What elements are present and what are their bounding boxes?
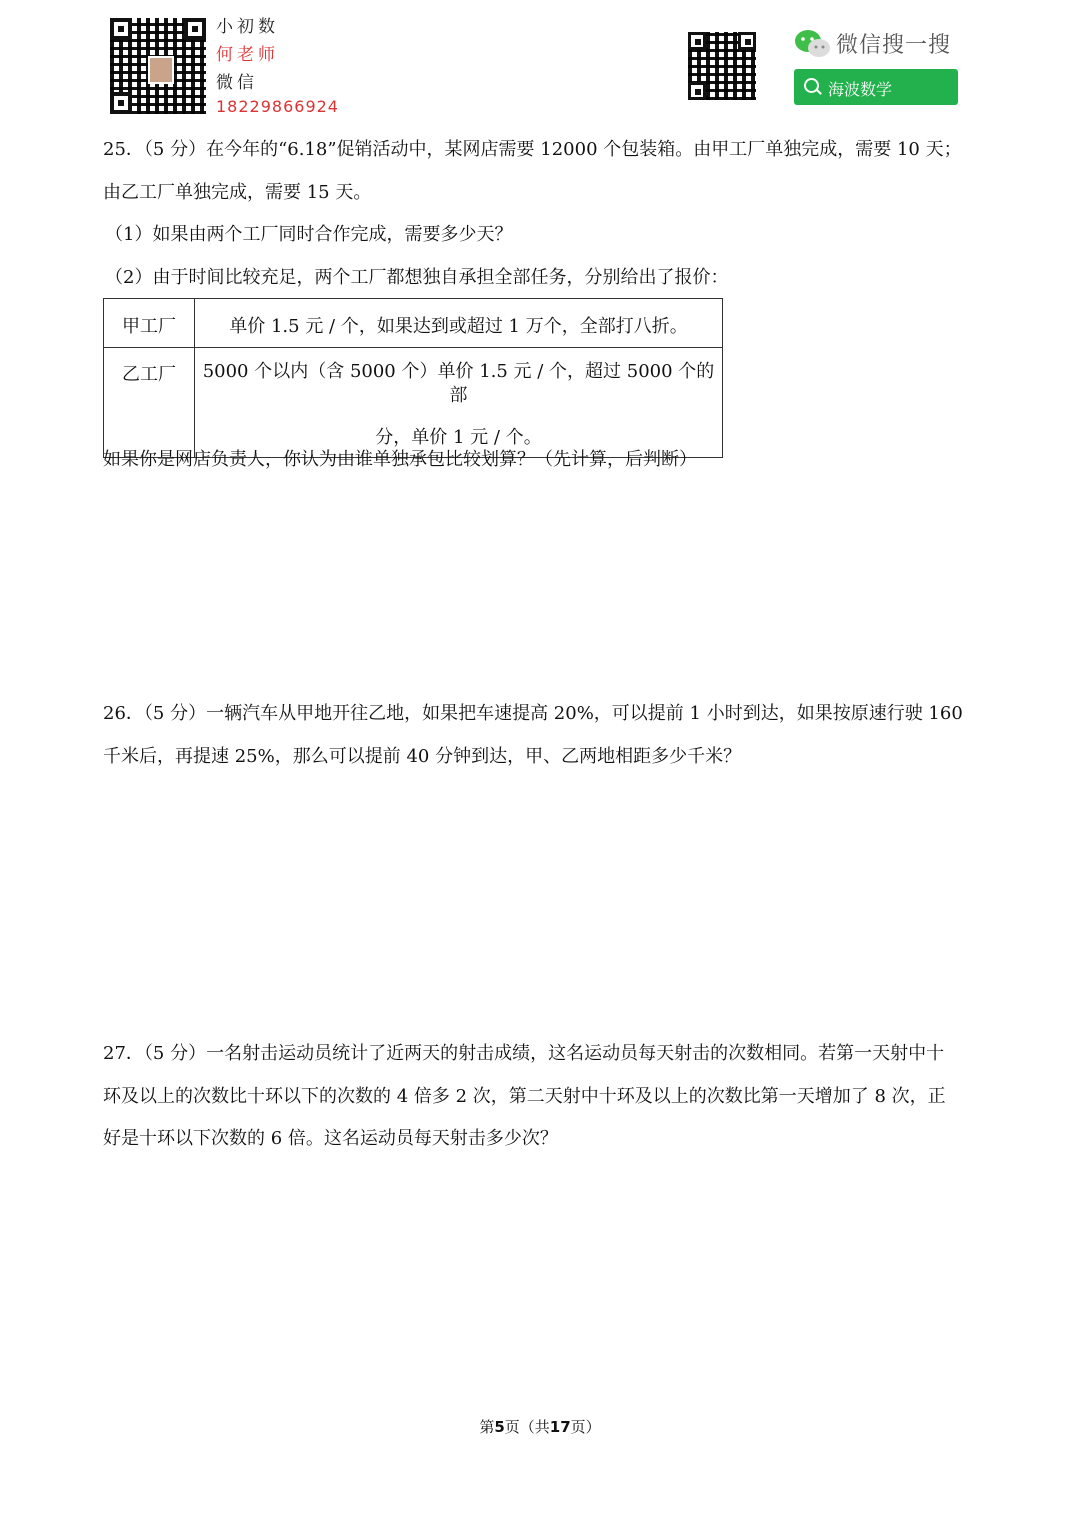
quote-text: 单价 1.5 元 / 个，如果达到或超过 1 万个，全部打八折。 [195, 299, 723, 348]
factory-name: 乙工厂 [104, 348, 195, 458]
quote-table [103, 298, 723, 458]
q25-question: 如果你是网店负责人，你认为由谁单独承包比较划算？（先计算，后判断） [103, 449, 697, 470]
brand-line-2: 何老师 [216, 45, 279, 65]
footer-mid: 页（共 [504, 1418, 550, 1436]
factory-name: 甲工厂 [104, 299, 195, 348]
q25-sub-2: （2）由于时间比较充足，两个工厂都想独自承担全部任务，分别给出了报价： [105, 267, 729, 288]
wechat-search-title: 微信搜一搜 [836, 33, 952, 58]
avatar-icon [148, 56, 174, 84]
qr-code-icon-2 [688, 32, 756, 100]
table-row [104, 299, 723, 348]
brand-line-1: 小初数 [216, 17, 279, 37]
page-total: 17 [549, 1418, 571, 1436]
q27-line-1: 27．（5 分）一名射击运动员统计了近两天的射击成绩，这名运动员每天射击的次数相同。若第一天射中十 [103, 1043, 945, 1064]
qr-code-icon [110, 18, 206, 114]
q25-line-1: 25．（5 分）在今年的“6.18”促销活动中，某网店需要 12000 个包装箱。由甲工厂单独完成，需要 10 天； [103, 139, 962, 160]
q27-line-2: 环及以上的次数比十环以下的次数的 4 倍多 2 次，第二天射中十环及以上的次数比第一天增加了 8 次，正 [103, 1086, 946, 1107]
search-icon [804, 78, 819, 93]
quote-text-line-1: 5000 个以内（含 5000 个）单价 1.5 元 / 个，超过 5000 个的部 [202, 361, 715, 406]
q26-line-1: 26．（5 分）一辆汽车从甲地开往乙地，如果把车速提高 20%，可以提前 1 小时到达，如果按原速行驶 160 [103, 703, 963, 724]
table-row [104, 348, 723, 458]
q26-line-2: 千米后，再提速 25%，那么可以提前 40 分钟到达，甲、乙两地相距多少千米？ [103, 746, 742, 767]
brand-line-3: 微信 [216, 73, 258, 93]
footer-prefix: 第 [479, 1418, 495, 1436]
footer-suffix: 页） [570, 1418, 601, 1436]
brand-phone: 18229866924 [216, 97, 339, 116]
search-button-label: 海波数学 [828, 80, 893, 99]
page-number: 5 [494, 1418, 505, 1436]
q27-line-3: 好是十环以下次数的 6 倍。这名运动员每天射击多少次？ [103, 1128, 558, 1149]
search-button[interactable] [794, 69, 958, 105]
q25-line-2: 由乙工厂单独完成，需要 15 天。 [103, 182, 372, 203]
q25-sub-1: （1）如果由两个工厂同时合作完成，需要多少天？ [105, 224, 513, 245]
page-footer [0, 1416, 1080, 1437]
quote-text-line-2: 分，单价 1 元 / 个。 [375, 427, 542, 448]
wechat-logo-icon [793, 28, 833, 60]
